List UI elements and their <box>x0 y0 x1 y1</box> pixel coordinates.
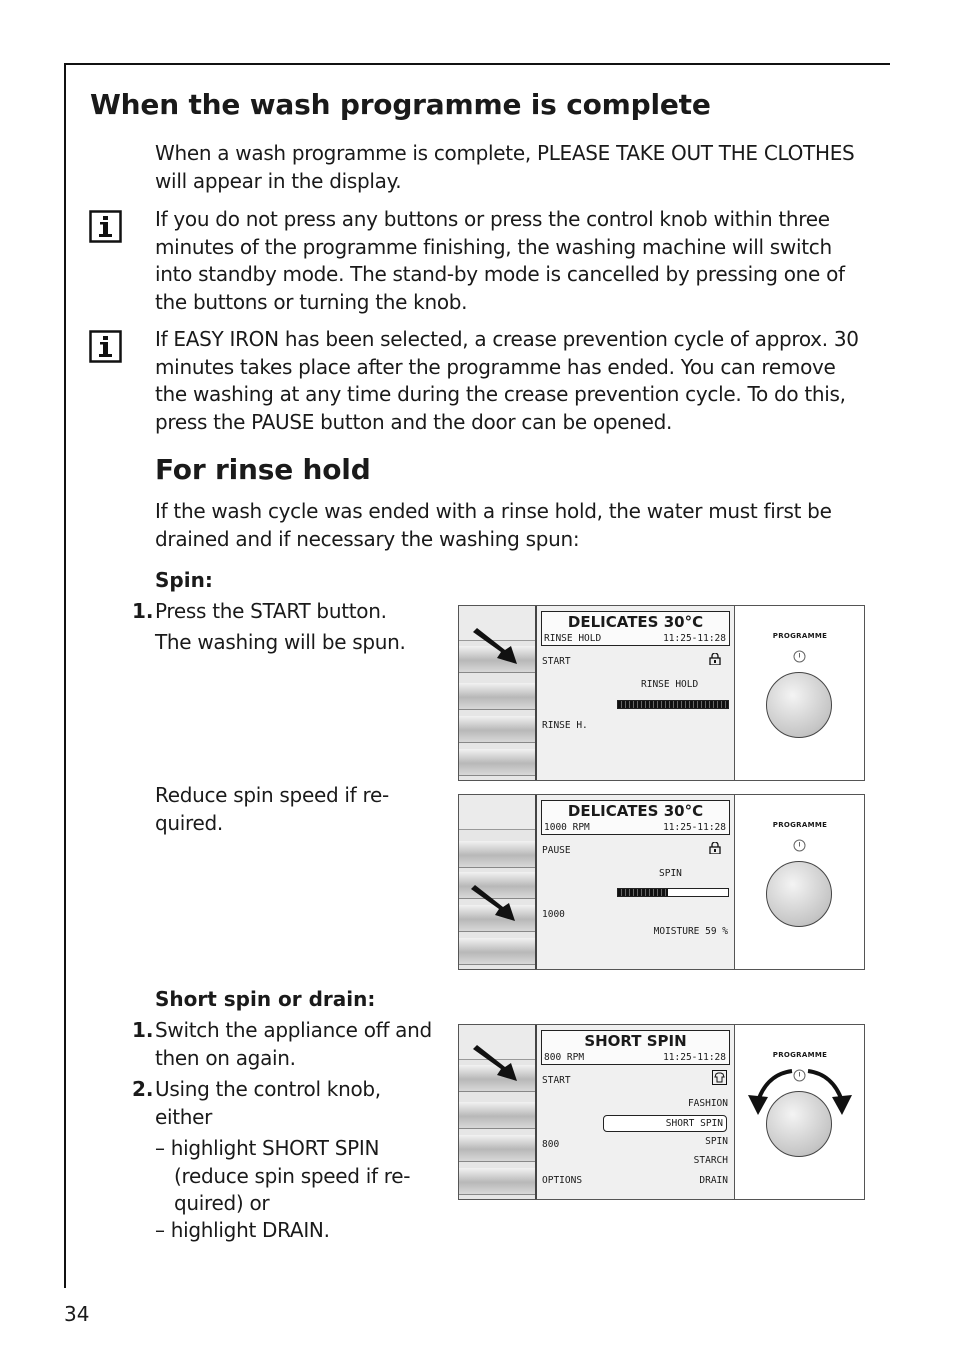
panel-button[interactable] <box>459 841 535 868</box>
top-rule <box>64 63 890 65</box>
lock-icon <box>709 653 721 665</box>
info-icon <box>89 210 122 243</box>
lcd-display <box>537 606 735 780</box>
display-title-box <box>541 800 730 835</box>
panel-button[interactable] <box>459 1168 535 1195</box>
progress-bar <box>617 700 729 709</box>
short-step-2: Using the control knob, either <box>155 1077 381 1129</box>
display-options: OPTIONS <box>542 1175 583 1186</box>
page-heading: When the wash programme is complete <box>90 88 711 121</box>
display-moisture: MOISTURE 59 % <box>653 926 728 937</box>
programme-knob[interactable] <box>766 861 832 927</box>
button-column <box>459 1025 537 1199</box>
rotate-arrows-icon <box>746 1069 854 1117</box>
display-title-box <box>541 1030 730 1065</box>
display-option: RINSE H. <box>542 720 588 731</box>
rinse-hold-heading: For rinse hold <box>155 453 371 486</box>
display-phase: RINSE HOLD <box>641 679 699 690</box>
spin-subheading: Spin: <box>155 568 213 592</box>
panel-button[interactable] <box>459 1102 535 1129</box>
option-short-spin: – highlight SHORT SPIN (reduce spin speed if re-quired) or <box>155 1136 411 1215</box>
pointer-arrow-icon <box>471 1045 521 1085</box>
lcd-display <box>537 1025 735 1199</box>
button-column <box>459 795 537 969</box>
rinse-hold-intro: If the wash cycle was ended with a rinse hold, the water must first be drained and if necessary the washing spun: <box>155 499 832 551</box>
button-column <box>459 606 537 780</box>
reduce-speed-note: Reduce spin speed if re-quired. <box>155 783 389 835</box>
display-title-box <box>541 611 730 646</box>
left-rule <box>64 63 66 1288</box>
programme-label: PROGRAMME <box>772 632 828 640</box>
menu-option-drain: DRAIN <box>699 1175 728 1186</box>
lcd-display <box>537 795 735 969</box>
knob-area <box>736 606 864 780</box>
info-icon <box>89 330 122 363</box>
progress-bar <box>617 888 729 897</box>
display-title: SHORT SPIN <box>584 1032 687 1050</box>
programme-label: PROGRAMME <box>772 1051 828 1059</box>
display-speed: 800 RPM <box>544 1052 585 1063</box>
display-spin-speed: 1000 <box>542 909 565 920</box>
short-spin-subheading: Short spin or drain: <box>155 987 376 1011</box>
menu-option-fashion: FASHION <box>687 1098 728 1109</box>
option-drain: – highlight DRAIN. <box>155 1218 330 1242</box>
display-title: DELICATES 30°C <box>567 802 704 820</box>
spin-step-1-result: The washing will be spun. <box>155 630 406 654</box>
panel-button[interactable] <box>459 1135 535 1162</box>
programme-label: PROGRAMME <box>772 821 828 829</box>
display-phase: SPIN <box>659 868 682 879</box>
progress-fill <box>618 701 728 708</box>
panel-button <box>459 795 535 830</box>
display-start: START <box>542 1075 571 1086</box>
control-panel-short-spin <box>458 1024 865 1200</box>
display-time: 11:25-11:28 <box>663 1052 726 1063</box>
display-title: DELICATES 30°C <box>567 613 704 631</box>
pointer-arrow-icon <box>469 885 519 925</box>
knob-area <box>736 1025 864 1199</box>
step-number: 1. <box>132 1018 154 1042</box>
control-panel-rinse-hold <box>458 605 865 781</box>
page-number: 34 <box>64 1302 90 1326</box>
display-pause: PAUSE <box>542 845 571 856</box>
lock-icon <box>709 842 721 854</box>
menu-option-spin: SPIN <box>705 1136 728 1147</box>
display-time: 11:25-11:28 <box>663 633 726 644</box>
panel-button[interactable] <box>459 938 535 965</box>
step-number: 2. <box>132 1077 154 1101</box>
display-time: 11:25-11:28 <box>663 822 726 833</box>
programme-knob[interactable] <box>766 672 832 738</box>
panel-button[interactable] <box>459 749 535 776</box>
step-number: 1. <box>132 599 154 623</box>
power-icon <box>793 839 806 852</box>
pointer-arrow-icon <box>471 628 521 668</box>
short-step-1: Switch the appliance off and then on again. <box>155 1018 432 1070</box>
menu-option-starch: STARCH <box>693 1155 728 1166</box>
spin-step-1: Press the START button. <box>155 599 387 623</box>
intro-paragraph: When a wash programme is complete, PLEASE TAKE OUT THE CLOTHES will appear in the display. <box>155 141 855 193</box>
menu-option-short-spin: SHORT SPIN <box>665 1118 723 1129</box>
display-speed: 1000 RPM <box>544 822 590 833</box>
tshirt-icon <box>712 1070 727 1085</box>
display-spin-speed: 800 <box>542 1139 560 1150</box>
knob-area <box>736 795 864 969</box>
display-start: START <box>542 656 571 667</box>
display-status: RINSE HOLD <box>544 633 602 644</box>
menu-option-highlight[interactable] <box>603 1115 727 1132</box>
panel-button[interactable] <box>459 716 535 743</box>
note-standby: If you do not press any buttons or press the control knob within three minutes of the programme finishing, the washing machine will switch into standby mode. The stand-by mode is cancelled by pressing one of the buttons or turning the knob. <box>155 207 845 314</box>
panel-button[interactable] <box>459 683 535 710</box>
progress-fill <box>618 889 668 896</box>
control-panel-spin <box>458 794 865 970</box>
note-easy-iron: If EASY IRON has been selected, a crease prevention cycle of approx. 30 minutes takes place after the programme has ended. You can remove the washing at any time during the crease prevention cycle. To do this, press the PAUSE button and the door can be opened. <box>155 327 859 434</box>
power-icon <box>793 650 806 663</box>
